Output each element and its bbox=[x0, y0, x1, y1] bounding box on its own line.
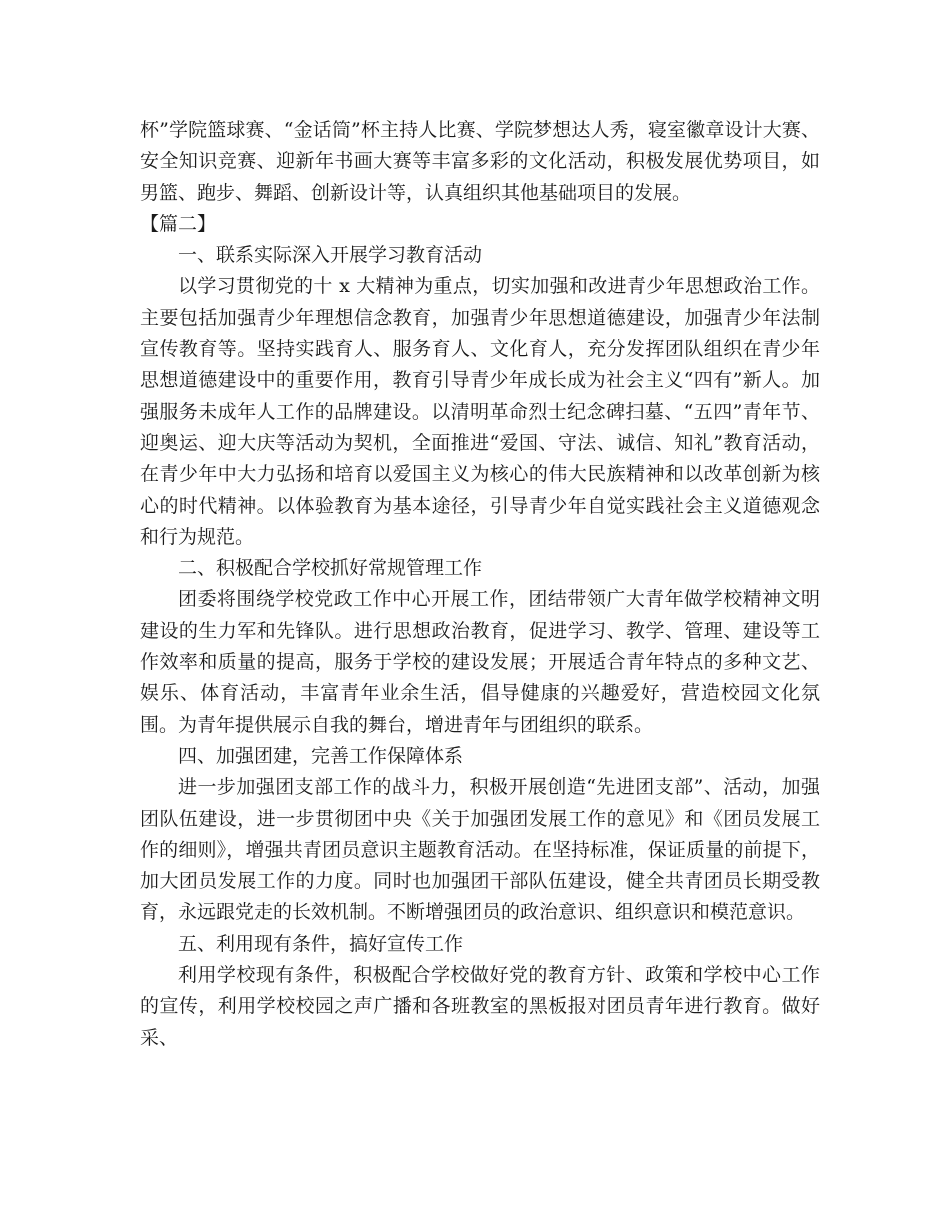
section-heading-5: 五、利用现有条件，搞好宣传工作 bbox=[178, 932, 464, 955]
body-paragraph-5: 利用学校现有条件，积极配合学校做好党的教育方针、政策和学校中心工作的宣传，利用学校校园之声广播和各班教室的黑板报对团员青年进行教育。做好采、 bbox=[140, 964, 820, 1049]
section-marker: 【篇二】 bbox=[140, 212, 217, 235]
body-paragraph-2: 团委将围绕学校党政工作中心开展工作，团结带领广大青年做学校精神文明建设的生力军和先锋队。进行思想政治教育，促进学习、教学、管理、建设等工作效率和质量的提高，服务于学校的建设发展；开展适合青年特点的多种文艺、娱乐、体育活动，丰富青年业余生活，倡导健康的兴趣爱好，营造校园文化氛围。为青年提供展示自我的舞台，增进青年与团组织的联系。 bbox=[140, 588, 820, 736]
body-paragraph-4: 进一步加强团支部工作的战斗力，积极开展创造“先进团支部”、活动，加强团队伍建设，进一步贯彻团中央《关于加强团发展工作的意见》和《团员发展工作的细则》，增强共青团员意识主题教育活动。在坚持标准，保证质量的前提下，加大团员发展工作的力度。同时也加强团干部队伍建设，健全共青团员长期受教育，永远跟党走的长效机制。不断增强团员的政治意识、组织意识和模范意识。 bbox=[140, 776, 820, 924]
section-heading-1: 一、联系实际深入开展学习教育活动 bbox=[178, 244, 483, 267]
section-heading-2: 二、积极配合学校抓好常规管理工作 bbox=[178, 557, 483, 580]
body-paragraph-1: 以学习贯彻党的十 x 大精神为重点，切实加强和改进青少年思想政治工作。主要包括加强青少年理想信念教育，加强青少年思想道德建设，加强青少年法制宣传教育等。坚持实践育人、服务育人、文化育人，充分发挥团队组织在青少年思想道德建设中的重要作用，教育引导青少年成长成为社会主义“四有”新人。加强服务未成年人工作的品牌建设。以清明革命烈士纪念碑扫墓、“五四”青年节、迎奥运、迎大庆等活动为契机，全面推进“爱国、守法、诚信、知礼”教育活动，在青少年中大力弘扬和培育以爱国主义为核心的伟大民族精神和以改革创新为核心的时代精神。以体验教育为基本途径，引导青少年自觉实践社会主义道德观念和行为规范。 bbox=[140, 275, 820, 548]
section-heading-4: 四、加强团建，完善工作保障体系 bbox=[178, 744, 464, 767]
document-body bbox=[140, 115, 820, 1054]
paragraph-continued: 杯”学院篮球赛、“金话筒”杯主持人比赛、学院梦想达人秀，寝室徽章设计大赛、安全知识竞赛、迎新年书画大赛等丰富多彩的文化活动，积极发展优势项目，如男篮、跑步、舞蹈、创新设计等，认真组织其他基础项目的发展。 bbox=[140, 119, 820, 204]
